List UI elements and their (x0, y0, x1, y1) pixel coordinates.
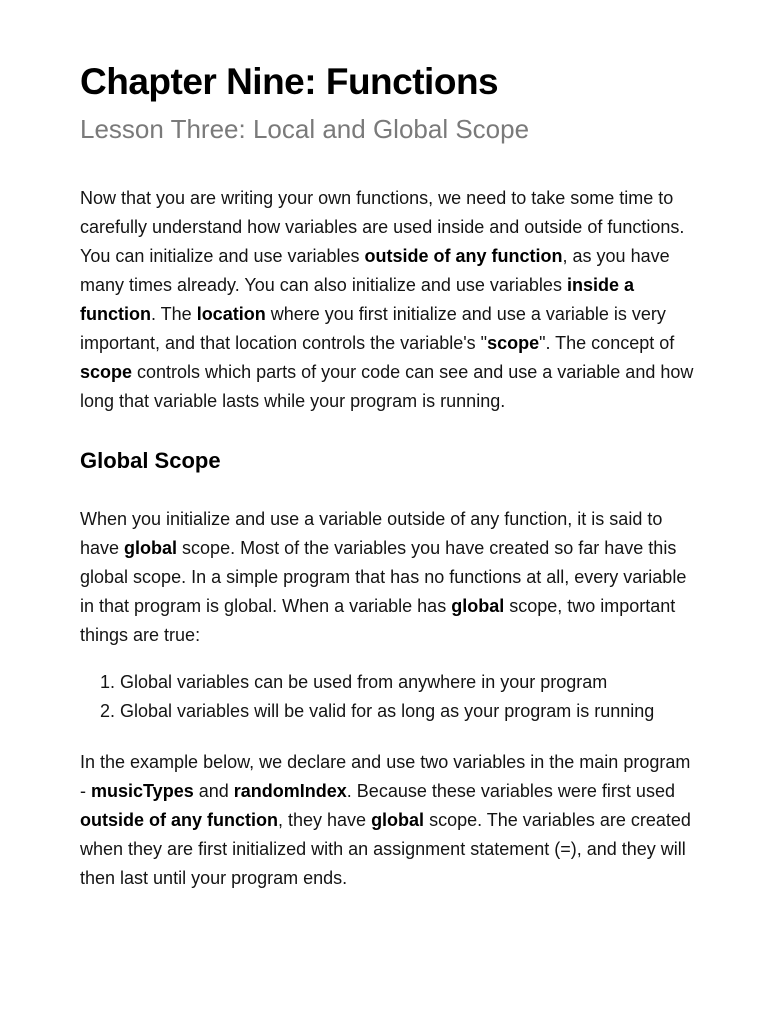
example-text: and (193, 781, 234, 801)
intro-text: controls which parts of your code can see and use a variable and how long that variable lasts while your program is running. (80, 362, 694, 411)
example-paragraph (80, 748, 698, 893)
example-bold-term: global (371, 810, 425, 830)
lesson-title: Lesson Three: Local and Global Scope (80, 114, 530, 144)
intro-text: Now that you are writing your own functions, we need to take some time to carefully understand how variables are used inside and outside of functions. You can initialize and use variables (80, 188, 685, 266)
example-bold-term: randomIndex (233, 781, 347, 801)
global-scope-heading: Global Scope (80, 448, 221, 473)
global-bold-term: global (124, 538, 178, 558)
intro-text: where you first initialize and use a variable is very important, and that location controls the variable's " (80, 304, 666, 353)
global-text: When you initialize and use a variable outside of any function, it is said to have (80, 509, 663, 558)
global-scope-list (80, 668, 698, 726)
example-bold-term: musicTypes (91, 781, 194, 801)
intro-bold-term: outside of any function (364, 246, 563, 266)
example-bold-term: outside of any function (80, 810, 278, 830)
intro-text: . The (150, 304, 197, 324)
intro-bold-term: location (196, 304, 266, 324)
global-text: scope, two important things are true: (80, 596, 676, 645)
example-text: , they have (278, 810, 372, 830)
global-scope-paragraph (80, 505, 698, 650)
example-text: In the example below, we declare and use two variables in the main program - (80, 752, 691, 801)
intro-text: ". The concept of (539, 333, 675, 353)
chapter-title: Chapter Nine: Functions (80, 61, 499, 102)
example-text: . Because these variables were first used (346, 781, 675, 801)
intro-bold-term: inside a function (80, 275, 634, 324)
intro-bold-term: scope (80, 362, 133, 382)
intro-bold-term: scope (487, 333, 540, 353)
list-item: 1. Global variables can be used from anywhere in your program (120, 668, 698, 697)
intro-text: , as you have many times already. You can also initialize and use variables (80, 246, 670, 295)
global-bold-term: global (451, 596, 505, 616)
intro-paragraph (80, 184, 698, 416)
global-text: scope. Most of the variables you have created so far have this global scope. In a simple program that has no functions at all, every variable in that program is global. When a variable has (80, 538, 687, 616)
example-text: scope. The variables are created when they are first initialized with an assignment statement (=), and they will then last until your program ends. (80, 810, 691, 888)
list-item: 2. Global variables will be valid for as long as your program is running (120, 697, 698, 726)
